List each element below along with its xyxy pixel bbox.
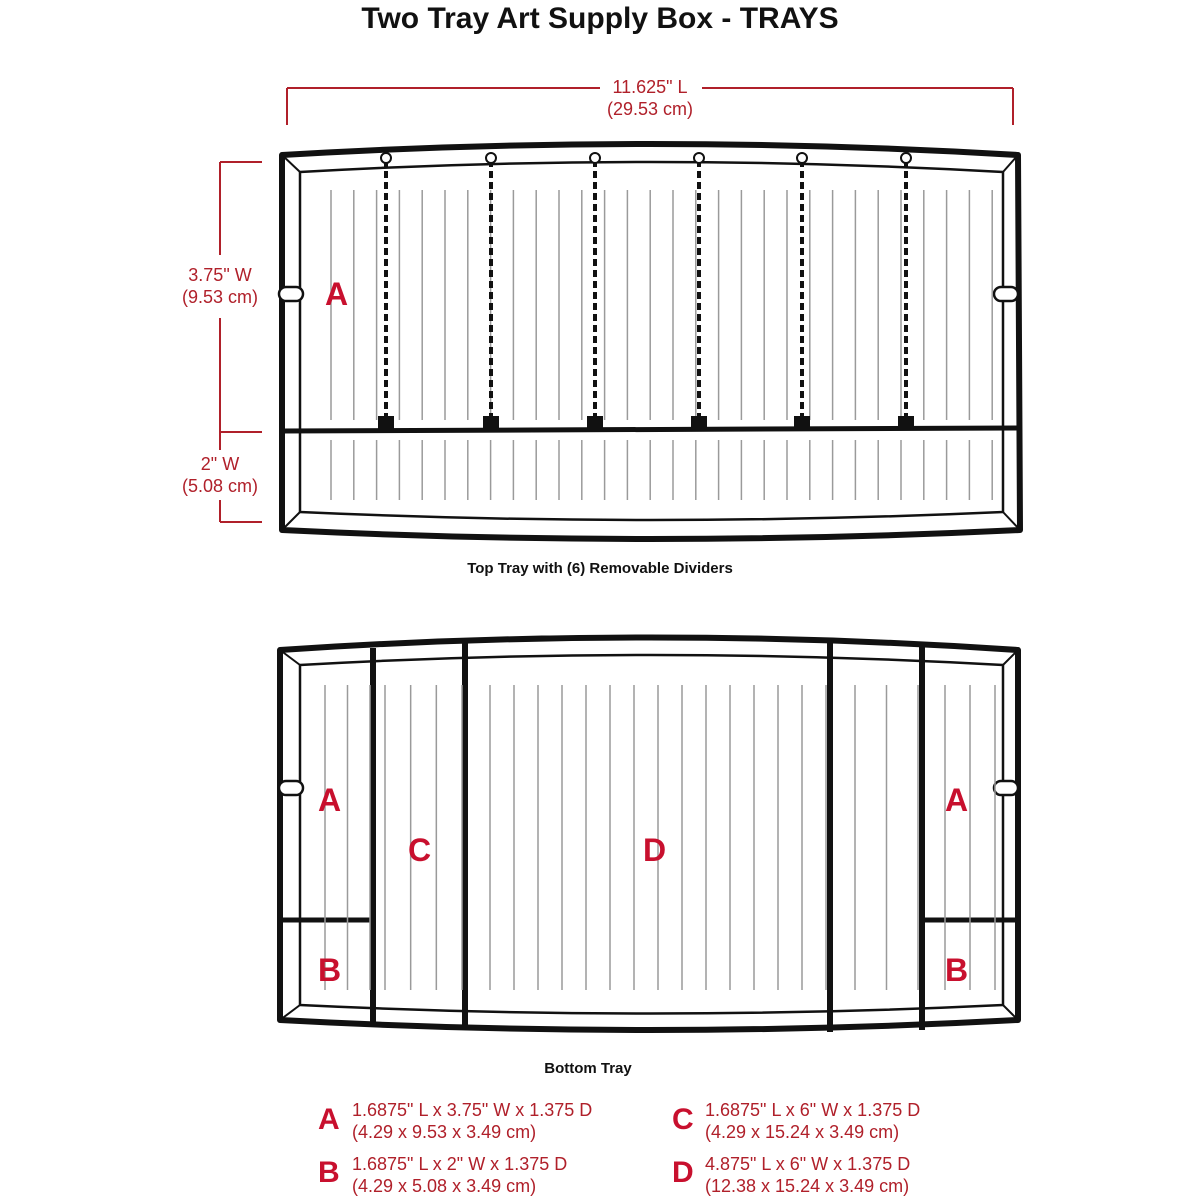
legend-letter-d: D (672, 1156, 694, 1189)
divider-foot (796, 418, 808, 428)
bottom-tray-label-c: C (408, 832, 432, 868)
top-width-imperial: 3.75" W (188, 265, 252, 285)
top-width-metric: (9.53 cm) (181, 287, 259, 307)
top-width-dimension (160, 264, 280, 308)
divider-peg (486, 153, 496, 163)
divider-foot (693, 418, 705, 428)
bottom-tray-caption: Bottom Tray (544, 1060, 632, 1077)
divider-foot (589, 418, 601, 428)
legend-b-metric: (4.29 x 5.08 x 3.49 cm) (352, 1176, 537, 1196)
legend-item-b (352, 1153, 567, 1197)
legend-letter-c: C (672, 1103, 694, 1136)
divider-peg (381, 153, 391, 163)
bottom-tray-label-a-left: A (318, 782, 342, 818)
bottom-width-imperial: 2" W (200, 454, 240, 474)
legend-d-dimensions: 4.875" L x 6" W x 1.375 D (705, 1154, 911, 1174)
legend-d-metric: (12.38 x 15.24 x 3.49 cm) (705, 1176, 910, 1196)
legend-c-metric: (4.29 x 15.24 x 3.49 cm) (705, 1122, 900, 1142)
length-imperial: 11.625" L (612, 77, 688, 97)
divider-peg (797, 153, 807, 163)
legend-letter-a: A (318, 1103, 340, 1136)
top-tray-label-a: A (325, 276, 349, 312)
bottom-tray-label-b-right: B (945, 952, 969, 988)
divider-peg (590, 153, 600, 163)
divider-foot (485, 418, 497, 428)
divider-peg (694, 153, 704, 163)
bottom-width-metric: (5.08 cm) (181, 476, 259, 496)
legend-item-d (705, 1153, 910, 1197)
divider-foot (900, 418, 912, 428)
top-tray-ribs (331, 190, 992, 500)
legend-letter-b: B (318, 1156, 340, 1189)
top-tray-caption: Top Tray with (6) Removable Dividers (467, 560, 733, 577)
bottom-tray-label-d: D (643, 832, 667, 868)
bottom-tray-label-b-left: B (318, 952, 342, 988)
divider-foot (380, 418, 392, 428)
length-dimension (560, 76, 740, 120)
legend-a-dimensions: 1.6875" L x 3.75" W x 1.375 D (352, 1100, 593, 1120)
legend-item-a (352, 1099, 592, 1143)
legend-a-metric: (4.29 x 9.53 x 3.49 cm) (352, 1122, 537, 1142)
legend-b-dimensions: 1.6875" L x 2" W x 1.375 D (352, 1154, 568, 1174)
bottom-tray-label-a-right: A (945, 782, 969, 818)
divider-peg (901, 153, 911, 163)
legend-item-c (705, 1099, 920, 1143)
page-title: Two Tray Art Supply Box - TRAYS (361, 2, 839, 35)
bottom-width-dimension (160, 453, 280, 497)
legend-c-dimensions: 1.6875" L x 6" W x 1.375 D (705, 1100, 921, 1120)
length-metric: (29.53 cm) (606, 99, 694, 119)
